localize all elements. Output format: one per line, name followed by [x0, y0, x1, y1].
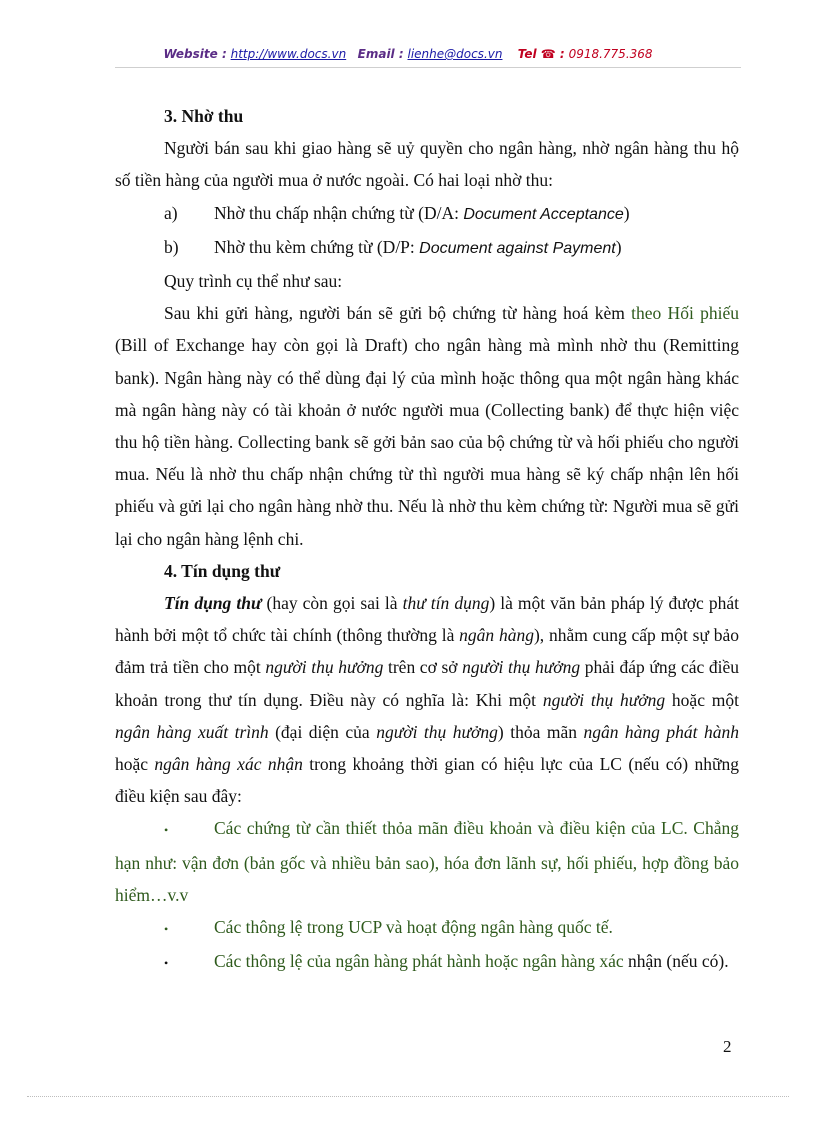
text-run: hoặc: [115, 754, 155, 775]
list-item-text: Nhờ thu chấp nhận chứng từ (D/A:: [214, 202, 464, 223]
italic-term: ngân hàng xuất trình: [115, 721, 269, 742]
page-header: [0, 47, 816, 61]
text-run: ) thỏa mãn: [497, 721, 584, 742]
italic-term: ngân hàng: [459, 625, 534, 646]
italic-term: người thụ hưởng: [462, 657, 581, 678]
email-link[interactable]: lienhe@docs.vn: [407, 47, 503, 61]
paragraph: Quy trình cụ thể như sau:: [164, 271, 343, 292]
bullet-item: [115, 945, 739, 979]
italic-term: người thụ hưởng: [542, 689, 666, 710]
bullet-item: [115, 812, 739, 911]
tel-label: Tel ☎ :: [517, 47, 565, 61]
text-run: (đại diện của: [268, 721, 377, 742]
italic-term: ngân hàng phát hành: [583, 721, 740, 742]
list-item-close: ): [615, 236, 622, 257]
bullet-item: [115, 911, 739, 945]
defined-term: Tín dụng thư: [164, 593, 262, 614]
bullet-text: Các thông lệ trong UCP và hoạt động ngân hàng quốc tế.: [214, 917, 613, 938]
list-item-term: Document against Payment: [419, 239, 616, 257]
list-item-text: Nhờ thu kèm chứng từ (D/P:: [214, 236, 420, 257]
footer-divider: [27, 1096, 789, 1097]
link-hoi-phieu[interactable]: theo Hối phiếu: [631, 303, 739, 324]
text-run: trong khoảng thời gian có hiệu lực của LC (nếu có) những điều kiện sau đây:: [115, 754, 739, 807]
list-marker: a): [164, 202, 178, 223]
italic-term: ngân hàng xác nhận: [154, 754, 303, 775]
list-item-close: ): [623, 202, 630, 223]
bullet-text: Các thông lệ của ngân hàng phát hành hoặc ngân hàng xác: [214, 951, 624, 972]
italic-term: người thụ hưởng: [376, 721, 498, 742]
document-body: [115, 100, 739, 979]
header-divider: [115, 67, 741, 68]
paragraph: [115, 587, 739, 812]
italic-term: thư tín dụng: [402, 593, 490, 614]
section-heading-3: 3. Nhờ thu: [164, 106, 244, 126]
text-run: trên cơ sở: [383, 657, 463, 678]
bullet-text: Các chứng từ cần thiết thỏa mãn điều khoản và điều kiện của LC. Chẳng hạn như: vận đơn (bản gốc và nhiều bản sao), hóa đơn lãnh sự, hối phiếu, hợp đồng bảo hiểm…v.v: [115, 818, 739, 905]
list-item-a: [115, 197, 739, 231]
bullet-icon: •: [164, 956, 169, 971]
website-link[interactable]: http://www.docs.vn: [230, 47, 347, 61]
page-number: 2: [723, 1037, 732, 1056]
paragraph: Người bán sau khi giao hàng sẽ uỷ quyền cho ngân hàng, nhờ ngân hàng thu hộ số tiền hàng của người mua ở nước ngoài. Có hai loại nhờ thu:: [115, 138, 739, 191]
paragraph: [115, 297, 739, 555]
list-item-term: Document Acceptance: [463, 205, 624, 223]
text-run: hoặc một: [665, 689, 739, 710]
bullet-icon: •: [164, 823, 169, 838]
website-label: Website :: [163, 47, 227, 61]
list-item-b: [115, 231, 739, 265]
text-run: (hay còn gọi sai là: [261, 593, 403, 614]
text-run: phải đáp ứng các điều khoản trong thư tín dụng. Điều này có nghĩa là: Khi một: [115, 657, 739, 710]
bullet-icon: •: [164, 922, 169, 937]
italic-term: người thụ hưởng: [265, 657, 384, 678]
text-run: (Bill of Exchange hay còn gọi là Draft) cho ngân hàng mà mình nhờ thu (Remitting bank). Ngân hàng này có thể dùng đại lý của mình hoặc thông qua một ngân hàng khác mà ngân hàng này có tài khoản ở nước người mua (Collecting bank) để thực hiện việc thu hộ tiền hàng. Collecting bank sẽ gởi bản sao của bộ chứng từ và hối phiếu cho người mua. Nếu là nhờ thu chấp nhận chứng từ thì người mua hàng sẽ ký chấp nhận lên hối phiếu và gửi lại cho ngân hàng nhờ thu. Nếu là nhờ thu kèm chứng từ: Người mua sẽ gửi lại cho ngân hàng lệnh chi.: [115, 335, 739, 549]
text-run: Sau khi gửi hàng, người bán sẽ gửi bộ chứng từ hàng hoá kèm: [164, 303, 632, 324]
list-marker: b): [164, 236, 179, 257]
section-heading-4: 4. Tín dụng thư: [164, 560, 281, 581]
email-label: Email :: [357, 47, 404, 61]
bullet-text: nhận (nếu có).: [623, 951, 729, 972]
tel-number: 0918.775.368: [568, 47, 653, 61]
text-run: ), nhằm cung cấp một sự bảo đảm trả tiền cho một: [115, 625, 740, 678]
text-run: ) là một văn bản pháp lý được phát hành bởi một tổ chức tài chính (thông thường là: [115, 593, 739, 646]
